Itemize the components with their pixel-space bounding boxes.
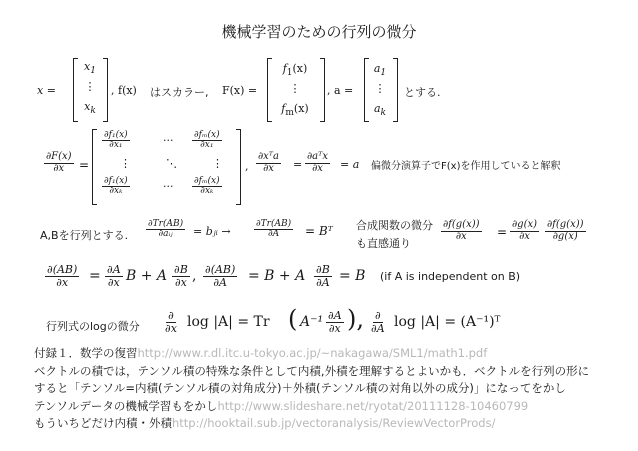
tensor-ml-text: テンソルデータの機械学習もをかし xyxy=(34,398,218,413)
hooktail-link[interactable]: http://hooktail.sub.jp/vectoranalysis/ReviewVectorProds/ xyxy=(172,416,496,430)
chain-equals: = xyxy=(497,225,508,239)
logdet-label: 行列式のlogの微分 xyxy=(46,320,140,333)
F-vec-2: ⋮ xyxy=(289,82,301,95)
a-vec-3: $a_k$ xyxy=(373,102,387,119)
appendix-heading: 付録１．数学の復習 xyxy=(34,346,138,360)
jacobian-mk1: $\frac{\text{∂f₁(x)}}{\text{∂xₖ}}$ xyxy=(104,175,128,196)
independence-note: (if A is independent on B) xyxy=(380,270,521,283)
jacobian-vdots-right: ⋮ xyxy=(212,157,223,170)
a-vec-2: ⋮ xyxy=(374,82,386,95)
trace-rhs-2: = Bᵀ xyxy=(305,224,333,238)
product-B-plus-A: B + A xyxy=(126,268,168,284)
inner-eq-1: = xyxy=(293,158,303,171)
matrix-intro: A,Bを行列とする. xyxy=(40,229,129,242)
x-vec-1: $x_1$ xyxy=(84,60,96,77)
jacobian-m1-dots: ··· xyxy=(163,134,174,147)
a-label: , a = xyxy=(327,84,354,97)
x-vec-2: ⋮ xyxy=(84,80,96,93)
product-rhs-3: = B xyxy=(339,268,366,284)
jacobian-m11: $\frac{\text{∂f₁(x)}}{\text{∂x₁}}$ xyxy=(104,129,128,150)
appendix-block xyxy=(34,345,589,433)
appendix-line-4 xyxy=(34,398,589,416)
dxTa-dx-fraction: $\frac{\text{∂xᵀa}}{\partial x}$ xyxy=(258,151,279,174)
jacobian-bracket-right xyxy=(236,129,241,205)
x-bracket-left xyxy=(73,58,78,122)
F-bracket-right xyxy=(320,58,325,122)
logdet-lhs: log |A| = Tr xyxy=(187,314,270,330)
dA-dx-fraction: $\frac{\partial A}{\partial x}$ xyxy=(107,263,121,289)
inner-eq-a: = a xyxy=(340,158,360,171)
logdet-rhs: log |A| = (A⁻¹)ᵀ xyxy=(394,314,501,330)
F-vec-1: $f_1(x)$ xyxy=(282,62,308,79)
chain-label-1: 合成関数の微分 xyxy=(356,219,433,232)
jacobian-bracket-left xyxy=(92,129,97,205)
jacobian-equals: = xyxy=(79,158,90,172)
appendix-line-3: すると「テンソル=内積(テンソル積の対角成分)＋外積(テンソル積の対角以外の成分)」になってをかし xyxy=(34,381,566,395)
product-equals: = xyxy=(89,268,101,284)
slideshare-link[interactable]: http://www.slideshare.net/ryotat/20111128-10460799 xyxy=(217,398,529,413)
operator-note: 偏微分演算子でF(x)を作用していると解釈 xyxy=(371,161,561,172)
math-review-link[interactable]: http://www.r.dl.itc.u-tokyo.ac.jp/~nakagawa/SML1/math1.pdf xyxy=(137,346,488,360)
dAB-dA-fraction: $\frac{\partial(AB)}{\partial A}$ xyxy=(205,263,236,289)
product-rhs-2: = B + A xyxy=(248,268,306,284)
d-dx-fraction: $\frac{\partial}{\partial x}$ xyxy=(165,309,177,335)
jacobian-vdots-left: ⋮ xyxy=(120,157,131,170)
jacobian-comma: , xyxy=(245,160,249,173)
a-vec-1: $a_1$ xyxy=(373,62,387,79)
trace-rhs-1: = bⱼᵢ → xyxy=(193,225,231,238)
scalar-text: はスカラー, xyxy=(150,86,209,99)
chain-label-2: も直感通り xyxy=(356,237,411,250)
jacobian-m1n: $\frac{\text{∂fₘ(x)}}{\text{∂x₁}}$ xyxy=(194,129,220,150)
F-label: F(x) = xyxy=(222,84,258,97)
jacobian-mk-dots: ··· xyxy=(163,180,174,193)
dA-dx-inner-fraction: $\frac{\partial A}{\partial x}$ xyxy=(328,309,342,335)
x-label: x = xyxy=(37,84,56,97)
F-vec-3: $f_m(x)$ xyxy=(281,102,309,119)
logdet-Ainv: A⁻¹ xyxy=(300,314,324,330)
f-of-x: , f(x) xyxy=(111,84,137,97)
dfg-dx-fraction: $\frac{\partial f(g(x))}{\partial x}$ xyxy=(443,219,480,242)
dg-dx-fraction: $\frac{\partial g(x)}{\partial x}$ xyxy=(512,219,538,242)
d-dA-fraction: $\frac{\partial}{\partial A}$ xyxy=(371,309,385,335)
dTr-daij-fraction: $\frac{\partial Tr(AB)}{\text{∂aᵢⱼ}}$ xyxy=(148,218,184,239)
appendix-line-2: ベクトルの積では，テンソル積の特殊な条件として内積,外積を理解するとよいかも．ベクトルを行列の形に xyxy=(34,363,590,378)
jacobian-mkn: $\frac{\text{∂fₘ(x)}}{\text{∂xₖ}}$ xyxy=(194,175,220,196)
product-comma: , xyxy=(192,268,197,284)
dF-dx-fraction: $\frac{\partial F(x)}{\partial x}$ xyxy=(46,151,72,174)
appendix-line-5 xyxy=(34,415,589,433)
x-vec-3: $x_k$ xyxy=(84,100,96,117)
appendix-line-1 xyxy=(34,345,589,363)
dB-dx-fraction: $\frac{\partial B}{\partial x}$ xyxy=(174,263,188,289)
dTr-dA-fraction: $\frac{\partial Tr(AB)}{\partial A}$ xyxy=(256,218,292,239)
logdet-paren-close: ), xyxy=(347,305,364,333)
jacobian-ddots: ⋱ xyxy=(166,157,177,170)
logdet-paren-open: ( xyxy=(288,305,298,333)
x-bracket-right xyxy=(103,58,108,122)
to-suru-text: とする. xyxy=(404,86,441,99)
a-bracket-right xyxy=(393,58,398,122)
dAB-dx-fraction: $\frac{\partial(AB)}{\partial x}$ xyxy=(47,263,78,289)
daTx-dx-fraction: $\frac{\text{∂aᵀx}}{\partial x}$ xyxy=(307,151,328,174)
vector-products-text: もういちどだけ内積・外積 xyxy=(34,416,172,430)
dfg-dg-fraction: $\frac{\partial f(g(x))}{\partial g(x)}$ xyxy=(547,219,584,242)
dB-dA-fraction: $\frac{\partial B}{\partial A}$ xyxy=(316,263,330,289)
slide-title: 機械学習のための行列の微分 xyxy=(221,23,417,41)
